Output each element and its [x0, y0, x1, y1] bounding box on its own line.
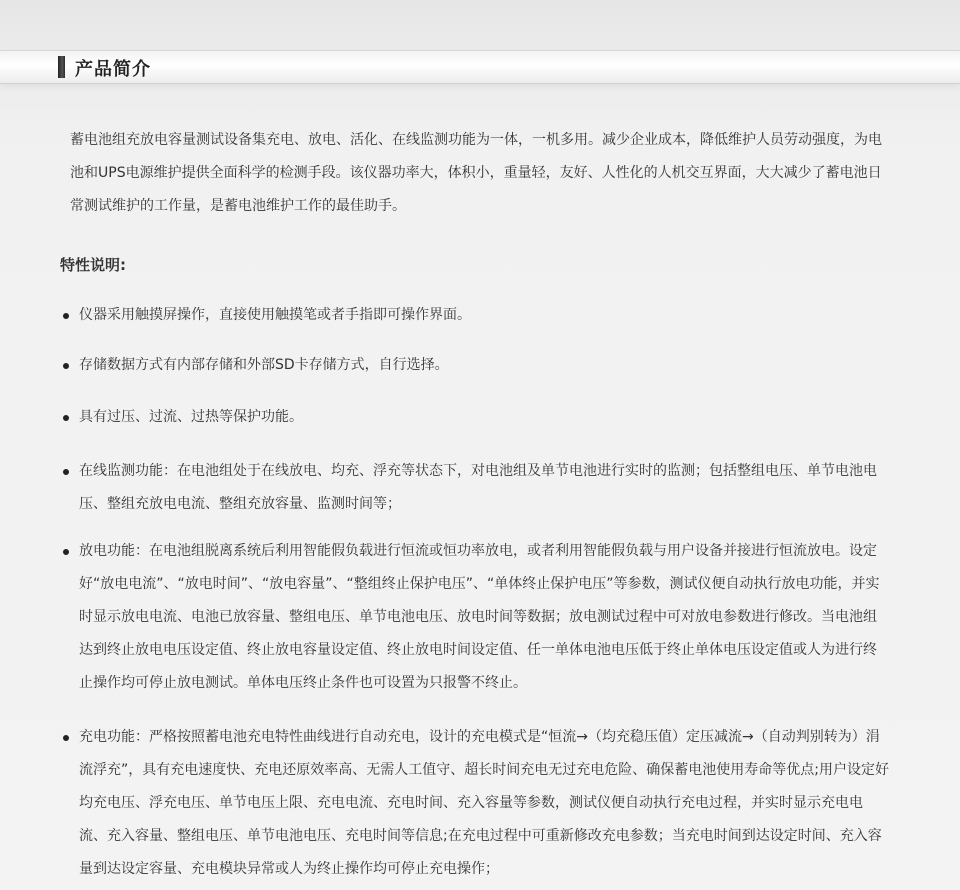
title-marker-bar — [58, 56, 65, 78]
section-header — [0, 50, 960, 84]
bullet-icon — [63, 549, 69, 555]
feature-item-text: 充电功能：严格按照蓄电池充电特性曲线进行自动充电，设计的充电模式是“恒流→（均充稳压值）定压减流→（自动判别转为）涓流浮充”，具有充电速度快、充电还原效率高、无需人工值守、超长时间充电无过充电危险、确保蓄电池使用寿命等优点;用户设定好均充电压、浮充电压、单节电压上限、充电电流、充电时间、充入容量等参数，测试仪便自动执行充电过程，并实时显示充电电流、充入容量、整组电压、单节电池电压、充电时间等信息;在充电过程中可重新修改充电参数；当充电时间到达设定时间、充入容量到达设定容量、充电模块异常或人为终止操作均可停止充电操作； — [79, 729, 889, 877]
feature-item-text: 仪器采用触摸屏操作，直接使用触摸笔或者手指即可操作界面。 — [79, 307, 471, 323]
feature-item-text: 在线监测功能：在电池组处于在线放电、均充、浮充等状态下，对电池组及单节电池进行实时的监测；包括整组电压、单节电池电压、整组充放电电流、整组充放容量、监测时间等； — [79, 463, 877, 512]
bullet-icon — [63, 363, 69, 369]
bullet-icon — [63, 313, 69, 319]
feature-item-protection — [60, 401, 890, 434]
feature-item-text: 具有过压、过流、过热等保护功能。 — [79, 409, 303, 425]
feature-item-charge — [60, 721, 890, 886]
feature-item-text: 放电功能：在电池组脱离系统后利用智能假负载进行恒流或恒功率放电，或者利用智能假负载与用户设备并接进行恒流放电。设定好“放电电流”、“放电时间”、“放电容量”、“整组终止保护电压”、“单体终止保护电压”等参数，测试仪便自动执行放电功能，并实时显示放电电流、电池已放容量、整组电压、单节电池电压、放电时间等数据；放电测试过程中可对放电参数进行修改。当电池组达到终止放电电压设定值、终止放电容量设定值、终止放电时间设定值、任一单体电池电压低于终止单体电压设定值或人为进行终止操作均可停止放电测试。单体电压终止条件也可设置为只报警不终止。 — [79, 543, 880, 691]
feature-item-touchscreen — [60, 299, 890, 332]
feature-item-online-monitoring — [60, 455, 890, 521]
page-title: 产品简介 — [75, 59, 151, 80]
feature-heading: 特性说明: — [60, 256, 126, 274]
bullet-icon — [63, 415, 69, 421]
intro-paragraph: 蓄电池组充放电容量测试设备集充电、放电、活化、在线监测功能为一体，一机多用。减少企业成本，降低维护人员劳动强度，为电池和UPS电源维护提供全面科学的检测手段。该仪器功率大，体积小，重量轻，友好、人性化的人机交互界面，大大减少了蓄电池日常测试维护的工作量，是蓄电池维护工作的最佳助手。 — [70, 132, 882, 214]
feature-item-text: 存储数据方式有内部存储和外部SD卡存储方式，自行选择。 — [79, 357, 449, 373]
bullet-icon — [63, 469, 69, 475]
bullet-icon — [63, 735, 69, 741]
feature-item-storage — [60, 349, 890, 382]
feature-item-discharge — [60, 535, 890, 700]
